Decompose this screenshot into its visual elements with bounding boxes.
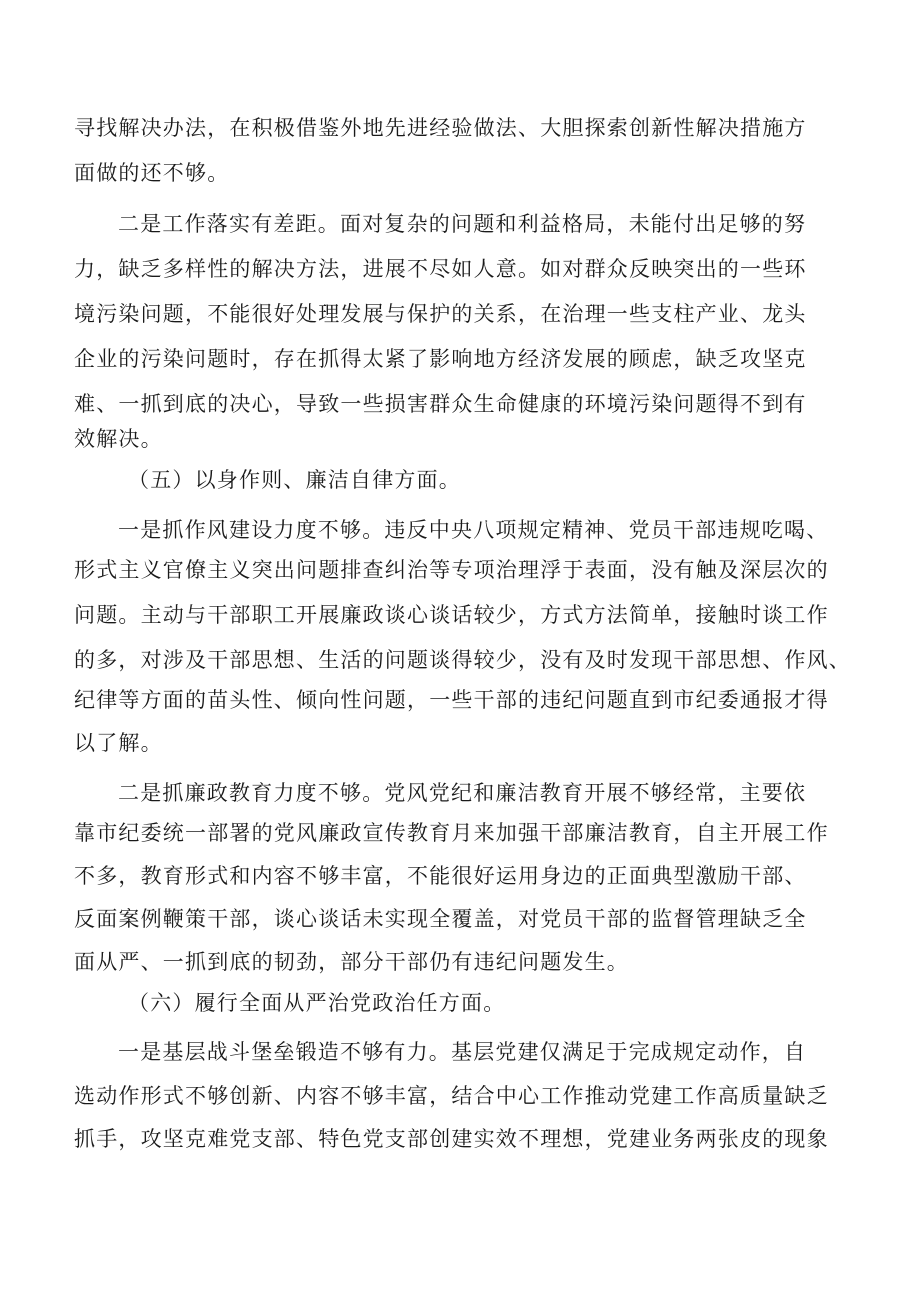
section-heading: （六）履行全面从严治党政治任方面。: [128, 991, 506, 1015]
paragraph-line: 靠市纪委统一部署的党风廉政宣传教育月来加强干部廉洁教育，自主开展工作: [74, 821, 829, 845]
paragraph-line: 抓手，攻坚克难党支部、特色党支部创建实效不理想，党建业务两张皮的现象: [74, 1127, 829, 1151]
paragraph-line: 力，缺乏多样性的解决方法，进展不尽如人意。如对群众反映突出的一些环: [74, 257, 807, 281]
paragraph-line: 境污染问题，不能很好处理发展与保护的关系，在治理一些支柱产业、龙头: [74, 302, 807, 326]
paragraph-line: 面做的还不够。: [74, 161, 230, 185]
paragraph-line: 效解决。: [74, 427, 163, 451]
paragraph-line: 形式主义官僚主义突出问题排查纠治等专项治理浮于表面，没有触及深层次的: [74, 558, 829, 582]
paragraph-line: 面从严、一抓到底的韧劲，部分干部仍有违纪问题发生。: [74, 950, 629, 974]
paragraph-line: 不多，教育形式和内容不够丰富，不能很好运用身边的正面典型激励干部、: [74, 864, 807, 888]
paragraph-line: 难、一抓到底的决心，导致一些损害群众生命健康的环境污染问题得不到有: [74, 392, 807, 416]
paragraph-line: 寻找解决办法，在积极借鉴外地先进经验做法、大胆探索创新性解决措施方: [74, 116, 807, 140]
paragraph-line: 的多，对涉及干部思想、生活的问题谈得较少，没有及时发现干部思想、作风、: [74, 648, 851, 672]
paragraph-line: 以了解。: [74, 731, 163, 755]
paragraph-line: 二是抓廉政教育力度不够。党风党纪和廉洁教育开展不够经常，主要依: [118, 781, 807, 805]
paragraph-line: 选动作形式不够创新、内容不够丰富，结合中心工作推动党建工作高质量缺乏: [74, 1084, 829, 1108]
paragraph-line: 一是基层战斗堡垒锻造不够有力。基层党建仅满足于完成规定动作，自: [118, 1040, 807, 1064]
section-heading: （五）以身作则、廉洁自律方面。: [128, 468, 461, 492]
paragraph-line: 一是抓作风建设力度不够。违反中央八项规定精神、党员干部违规吃喝、: [118, 518, 829, 542]
paragraph-line: 二是工作落实有差距。面对复杂的问题和利益格局，未能付出足够的努: [118, 212, 807, 236]
paragraph-line: 反面案例鞭策干部，谈心谈话未实现全覆盖，对党员干部的监督管理缺乏全: [74, 907, 807, 931]
paragraph-line: 企业的污染问题时，存在抓得太紧了影响地方经济发展的顾虑，缺乏攻坚克: [74, 347, 807, 371]
paragraph-line: 纪律等方面的苗头性、倾向性问题，一些干部的违纪问题直到市纪委通报才得: [74, 688, 829, 712]
paragraph-line: 问题。主动与干部职工开展廉政谈心谈话较少，方式方法简单，接触时谈工作: [74, 603, 829, 627]
